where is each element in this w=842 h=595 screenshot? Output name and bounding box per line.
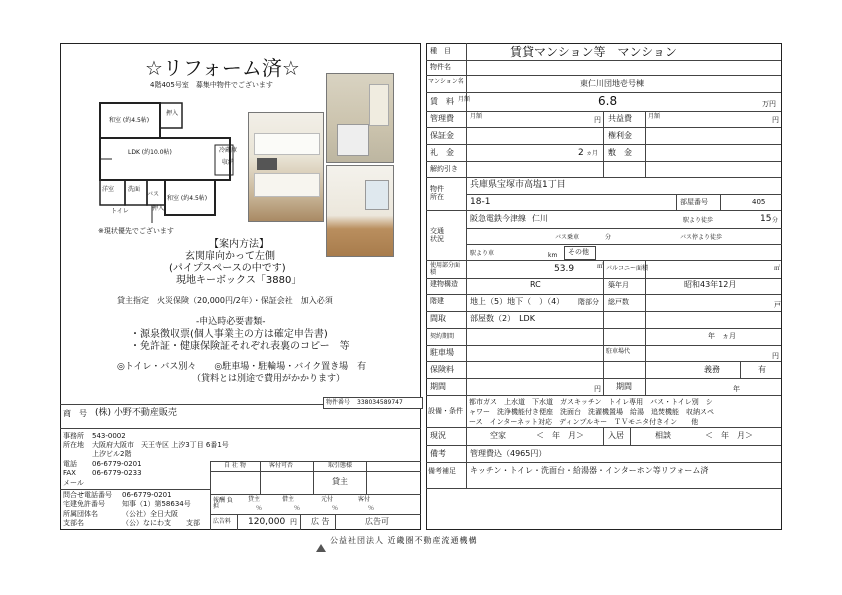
- period-label-2: 期間: [616, 382, 632, 391]
- notes-line-1: ◎トイレ・バス別々 ◎駐車場・駐輪場・バイク置き場 有: [117, 362, 367, 372]
- floors-value: 地上（5）地下（ ）（4）: [470, 297, 565, 306]
- mid-header-1: 自 社 物: [224, 462, 246, 469]
- footer-logo-icon: [316, 537, 326, 545]
- facilities-line-1: 都市ガス 上水道 下水道 ガスキッチン トイレ専用 バス・トイレ別 シ: [469, 398, 713, 406]
- fax-value: 06-6779-0233: [92, 469, 142, 477]
- insurance-line: 貸主指定 火災保険（20,000円/2年）・保証会社 加入必須: [117, 296, 333, 305]
- walk-value: 15: [760, 214, 772, 224]
- common-unit: 円: [772, 116, 779, 124]
- status-value: 空家: [490, 431, 506, 440]
- period-unit: 年: [733, 385, 740, 393]
- transport-label: 交通状況: [430, 227, 444, 243]
- inquiry-label: 問合せ電話番号: [63, 491, 112, 499]
- walk-label: 駅より徒歩: [683, 217, 714, 224]
- area-unit: ㎡: [597, 263, 604, 270]
- commission-label: 広告料: [213, 518, 232, 525]
- kitchen-photo: [248, 112, 324, 222]
- contract-unit: 円: [594, 385, 601, 393]
- mgmt-note: 月額: [470, 113, 483, 120]
- facilities-line-3: ース インターネット対応 ディンプルキー ＴＶモニタ付きイン 他: [469, 418, 699, 426]
- mansion-label: マンション名: [428, 78, 464, 85]
- rent-value: 6.8: [598, 94, 618, 108]
- deposit-label: 保証金: [430, 131, 454, 140]
- insurance-duty: 義務: [704, 365, 720, 374]
- docs-line-1: ・源泉徴収票(個人事業主の方は確定申告書): [130, 329, 328, 340]
- office-postal: 543-0002: [92, 432, 126, 440]
- move-month: ＜ 年 月＞: [705, 431, 753, 440]
- room-no-label: 部屋番号: [680, 198, 708, 206]
- notes-line-2: （貸料とは別途で費用がかかります）: [192, 374, 346, 384]
- type-label: 種 目: [430, 47, 451, 55]
- room-washitsu-2: 和室 (約4.5帖): [167, 195, 208, 202]
- mail-label: メール: [63, 479, 84, 487]
- room-oshiire-2: 押入: [152, 205, 165, 212]
- fee-lessee-pct: ％: [294, 505, 301, 512]
- guide-title: 【案内方法】: [209, 239, 269, 250]
- floors-part: 階部分: [578, 298, 599, 306]
- insurance-value: 有: [758, 365, 766, 374]
- type-value: 賃貸マンション等 マンション: [510, 45, 677, 59]
- address-line-1: 大阪府大阪市 天王寺区 上汐3丁目 6番1号: [92, 441, 229, 449]
- fax-label: FAX: [63, 469, 76, 477]
- reikin-unit: ヵ月: [586, 150, 599, 157]
- location-line-1: 兵庫県宝塚市高塩1丁目: [470, 180, 566, 190]
- renewal-unit: 年 ヵ月: [708, 332, 736, 340]
- ad-value: 広告可: [365, 517, 389, 526]
- built-value: 昭和43年12月: [684, 280, 737, 289]
- layout-label: 間取: [430, 314, 446, 323]
- footer-text: 公益社団法人 近畿圏不動産流通機構: [330, 536, 478, 545]
- insurance-label: 保険料: [430, 365, 454, 374]
- room-no-value: 405: [752, 198, 766, 206]
- room-photo: [326, 165, 394, 257]
- tel-label: 電話: [63, 460, 77, 468]
- station-name: 仁川: [532, 214, 548, 223]
- bus-unit-1: 分: [605, 234, 612, 241]
- room-bath: バス: [147, 191, 160, 198]
- inquiry-value: 06-6779-0201: [122, 491, 172, 499]
- area-label: 使用部分面積: [430, 262, 461, 276]
- structure-value: RC: [530, 280, 541, 289]
- move-value: 相談: [655, 431, 671, 440]
- branch-suffix: 支部: [186, 519, 200, 527]
- company-name-label: 商 号: [63, 409, 87, 418]
- room-storage: 収納: [222, 159, 235, 166]
- facilities-label: 設備・条件: [428, 407, 463, 415]
- shikibiki-label: 解約引き: [430, 165, 458, 173]
- key-money-label: 権利金: [608, 131, 632, 140]
- status-label: 現況: [430, 431, 446, 440]
- remarks-value: 管理費込（4965円）: [470, 449, 547, 458]
- room-fridge: 冷蔵庫: [219, 147, 238, 154]
- photo-note: ※現状優先でございます: [98, 227, 174, 235]
- period-label: 期間: [430, 382, 446, 391]
- mid-role: 貸主: [332, 477, 348, 486]
- contract-label: 契約期間: [430, 333, 455, 340]
- bathroom-photo: [326, 73, 394, 163]
- room-washitsu-1: 和室 (約4.5帖): [109, 117, 150, 124]
- reikin-label: 礼 金: [430, 148, 454, 157]
- line-name: 阪急電鉄今津線: [470, 214, 526, 223]
- structure-label: 建物構造: [430, 280, 458, 288]
- balcony-unit: ㎡: [774, 265, 781, 272]
- mgmt-label: 管理費: [430, 114, 454, 123]
- office-label: 事務所: [63, 432, 84, 440]
- fee-origin: 元付: [321, 496, 334, 503]
- guide-line-2: (パイプスペースの中です): [169, 263, 286, 274]
- units-label: 総戸数: [608, 298, 629, 306]
- rent-label: 賃 料: [430, 97, 454, 106]
- parking-fee-label: 駐車場代: [606, 348, 631, 355]
- parking-fee-unit: 円: [772, 352, 779, 360]
- room-toilet: トイレ: [111, 208, 129, 215]
- company-name: (株) 小野不動産販売: [95, 408, 177, 418]
- branch-label: 支部名: [63, 519, 84, 527]
- rent-unit: 万円: [762, 100, 776, 108]
- common-note: 月額: [648, 113, 661, 120]
- room-senmen: 洗面: [128, 186, 141, 193]
- docs-line-2: ・免許証・健康保険証それぞれ表裏のコピー 等: [130, 341, 350, 352]
- headline: ☆リフォーム済☆: [145, 56, 300, 80]
- floors-label: 階建: [430, 297, 444, 305]
- units-unit: 戸: [774, 301, 781, 309]
- fee-client: 客付: [358, 496, 371, 503]
- mansion-value: 東仁川団地壱号棟: [580, 79, 644, 88]
- license-label: 宅建免許番号: [63, 500, 105, 508]
- trade-no-box: [323, 397, 423, 409]
- mgmt-unit: 円: [594, 116, 601, 124]
- tel-value: 06-6779-0201: [92, 460, 142, 468]
- other-box: [564, 246, 596, 260]
- bus-label-1: バス乗車: [555, 234, 580, 241]
- fee-origin-pct: ％: [332, 505, 339, 512]
- built-label: 築年月: [608, 281, 629, 289]
- address-label: 所在地: [63, 441, 84, 449]
- move-label: 入居: [608, 431, 624, 440]
- area-value: 53.9: [554, 264, 575, 274]
- commission-value: 120,000: [248, 517, 286, 527]
- room-yoshitsu: 洋室: [102, 186, 115, 193]
- mid-header-2: 客付可否: [269, 462, 294, 469]
- assoc-value: （公社）全日大阪: [122, 510, 178, 518]
- bus-label-2: バス停より徒歩: [680, 234, 723, 241]
- parking-label: 駐車場: [430, 348, 454, 357]
- facilities-line-2: ャワー 洗浄機能付き便座 洗面台 洗濯機置場 給湯 追焚機能 収納スペ: [469, 408, 714, 416]
- remarks-label: 備考: [430, 449, 446, 458]
- status-month: ＜ 年 月＞: [536, 431, 584, 440]
- shikikin-label: 敷 金: [608, 148, 632, 157]
- license-value: 知事（1）第58634号: [122, 500, 191, 508]
- mid-header-3: 取引態様: [328, 462, 353, 469]
- guide-line-3: 現地キーボックス「3880」: [176, 275, 302, 286]
- address-line-2: 上汐ビル2階: [92, 450, 132, 458]
- trade-no-label: 物件番号: [326, 399, 351, 406]
- room-ldk: LDK (約10.0帖): [128, 149, 172, 156]
- remarks2-label: 備考補足: [428, 467, 456, 475]
- other-label: その他: [568, 248, 589, 256]
- fee-lessee: 借主: [282, 496, 295, 503]
- branch-value: （公）なにわ支: [122, 519, 171, 527]
- car-label: 駅より車: [470, 250, 495, 257]
- fee-lessor-pct: ％: [256, 505, 263, 512]
- car-unit: km: [548, 252, 558, 259]
- trade-no: 338034589747: [357, 399, 403, 406]
- fee-label: 報酬 負担: [213, 497, 233, 510]
- name-label: 物件名: [430, 63, 451, 71]
- assoc-label: 所属団体名: [63, 510, 98, 518]
- layout-value: 部屋数（2） LDK: [470, 314, 535, 323]
- rent-note: 月額: [458, 96, 471, 103]
- ad-label: 広 告: [311, 517, 330, 526]
- subtitle: 4階405号室 募集中物件でございます: [150, 81, 273, 89]
- docs-title: -申込時必要書類-: [196, 317, 266, 327]
- location-line-2: 18-1: [470, 197, 491, 207]
- common-label: 共益費: [608, 114, 632, 123]
- fee-client-pct: ％: [368, 505, 375, 512]
- remarks2-value: キッチン・トイレ・洗面台・給湯器・インターホン等リフォーム済: [470, 466, 709, 475]
- walk-unit: 分: [772, 217, 779, 224]
- commission-unit: 円: [290, 518, 297, 526]
- location-label: 物件所在: [430, 185, 444, 201]
- fee-lessor: 貸主: [248, 496, 261, 503]
- room-oshiire-1: 押入: [166, 110, 179, 117]
- reikin-value: 2: [578, 148, 584, 158]
- balcony-label: バルコニー面積: [606, 265, 649, 272]
- guide-line-1: 玄関扉向かって左側: [185, 251, 275, 262]
